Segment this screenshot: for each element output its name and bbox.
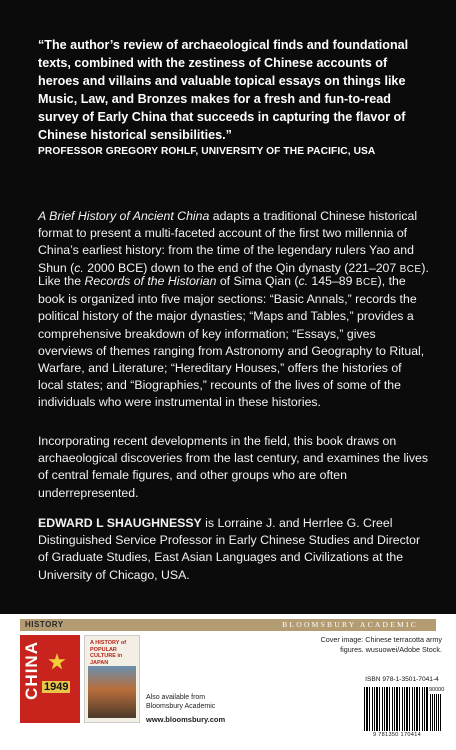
p1-text-a: adapts a traditional Chinese historical format to present a multi-faceted account of the first two millennia of China’s earliest history: from the time of the legendary rulers Yao and Shun ( xyxy=(38,209,418,275)
cover-image-credit: Cover image: Chinese terracotta army figures. wusuowei/Adobe Stock. xyxy=(320,635,442,654)
publisher-url: www.bloomsbury.com xyxy=(146,715,226,724)
category-bar xyxy=(20,619,436,631)
endorsement-attribution: PROFESSOR GREGORY ROHLF, UNIVERSITY OF THE PACIFIC, USA xyxy=(38,146,376,157)
barcode-icon xyxy=(364,687,428,731)
category-label: HISTORY xyxy=(25,620,64,629)
addon-barcode-icon xyxy=(430,694,442,731)
china-cover-year: 1949 xyxy=(44,681,69,693)
p1-circa: c. xyxy=(74,260,84,275)
japan-cover-title: A HISTORY of POPULAR CULTURE in JAPAN xyxy=(90,640,127,666)
barcode-digits: 9 781350 170414 xyxy=(372,732,422,738)
book-title: A Brief History of Ancient China xyxy=(38,209,210,223)
related-book-japan-cover xyxy=(84,635,140,723)
related-book-china-cover xyxy=(20,635,80,723)
publisher-name: BLOOMSBURY ACADEMIC xyxy=(282,620,418,629)
isbn-label: ISBN 978-1-3501-7041-4 xyxy=(365,676,439,683)
price-addon-number: 90000 xyxy=(429,687,445,693)
p2-bce: BCE xyxy=(355,277,378,288)
author-bio xyxy=(38,515,430,584)
p2-text-b: of Sima Qian ( xyxy=(216,274,299,288)
records-title: Records of the Historian xyxy=(84,274,217,288)
p2-circa: c. xyxy=(298,274,309,288)
author-name: EDWARD L SHAUGHNESSY xyxy=(38,516,202,530)
p1-bce: BCE xyxy=(399,263,422,275)
description-paragraph-1 xyxy=(38,208,430,278)
p1-text-c: ). xyxy=(421,260,429,275)
endorsement-quote: “The author’s review of archaeological finds and foundational texts, combined with the zestiness of Chinese accounts of heroes and villains and valuable topical essays on things like Music, Law, and Bronzes makes for a fresh and fun-to-read survey of Early China that succeeds in capturing the flavor of Chinese historical sensibilities.” xyxy=(38,38,409,142)
p2-text-d: ), the book is organized into five major sections: “Basic Annals,” records the political history of the major dynasties; “Maps and Tables,” provides a comprehensive breakdown of key information; “Essays,” gives overviews of themes ranging from Astronomy and Geography to Ritual, Warfare, and Literature; “Hereditary Houses,” offers the histories of local states; and “Biographies,” recounts of the lives of some of the individuals who were instrumental in these histories. xyxy=(38,274,425,410)
china-cover-title: CHINA xyxy=(22,641,41,700)
isbn-barcode xyxy=(362,676,445,744)
japan-cover-image xyxy=(88,666,136,718)
description-paragraph-2 xyxy=(38,273,430,412)
p2-text-a: Like the xyxy=(38,274,85,288)
author-bio-text: is Lorraine J. and Herrlee G. Creel Distinguished Service Professor in Early Chinese Studies and Director of Graduate Studies, East Asian Languages and Civilizations at the University of Chicago, USA. xyxy=(38,516,421,582)
star-icon xyxy=(48,653,66,671)
also-available-label: Also available from Bloomsbury Academic xyxy=(146,694,216,710)
description-paragraph-3: Incorporating recent developments in the field, this book draws on archaeological discoveries from the last century, and examines the lives of central female figures, and other groups who are often underrepresented. xyxy=(38,434,429,500)
p1-text-b: 2000 BCE) down to the end of the Qin dynasty (221–207 xyxy=(83,260,400,275)
p2-text-c: 145–89 xyxy=(308,274,356,288)
